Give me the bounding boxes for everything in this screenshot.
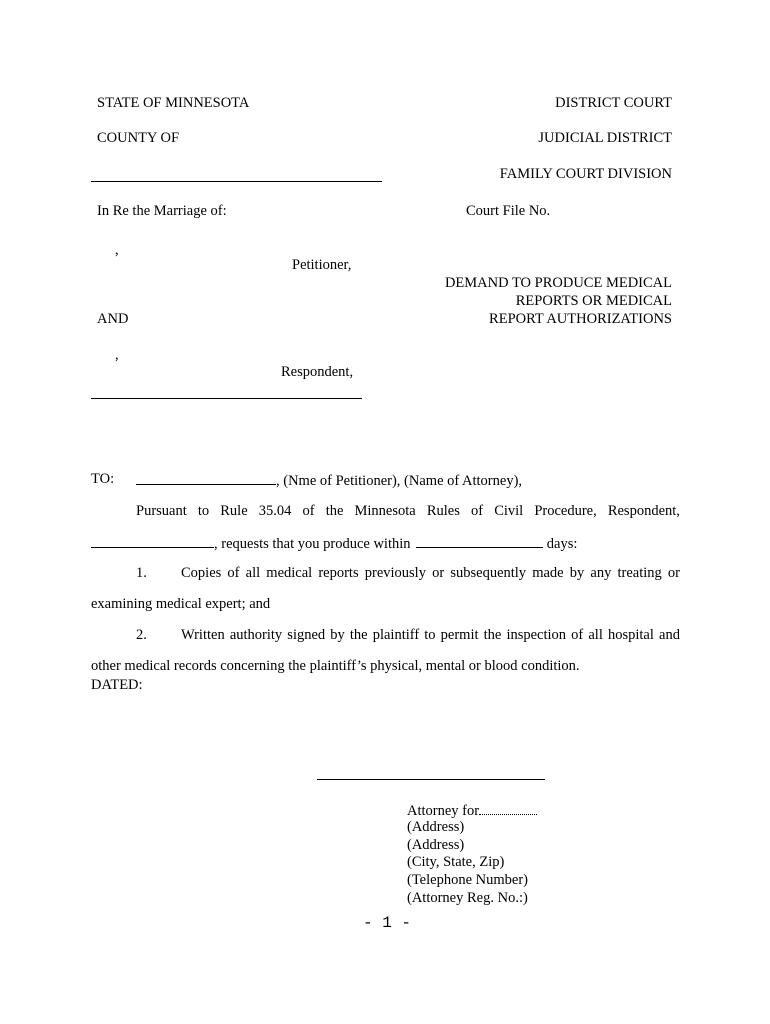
judicial-district-label: JUDICIAL DISTRICT xyxy=(538,130,672,146)
item-2-word: of xyxy=(571,627,584,643)
item-1-word: any xyxy=(590,565,612,581)
item-2-number: 2. xyxy=(136,627,147,643)
address-line-2: (Address) xyxy=(407,837,465,853)
item-2-word: the xyxy=(349,627,368,643)
attorney-for-line xyxy=(407,800,537,820)
respondent-name-blank[interactable] xyxy=(91,533,214,548)
petitioner-name-comma: , xyxy=(115,242,119,258)
signature-line[interactable] xyxy=(317,779,545,780)
item-2-word: the xyxy=(483,627,502,643)
days-text: days: xyxy=(546,536,578,552)
attorney-reg-no: (Attorney Reg. No.:) xyxy=(407,890,528,906)
pursuant-word: Respondent, xyxy=(607,503,680,519)
item-2-word: signed xyxy=(287,627,326,643)
pursuant-word: Minnesota xyxy=(354,503,416,519)
pursuant-word: Rule xyxy=(220,503,248,519)
title-line-3: REPORT AUTHORIZATIONS xyxy=(489,311,672,327)
and-label: AND xyxy=(97,311,129,327)
item-1-number: 1. xyxy=(136,565,147,581)
item-2-word: all xyxy=(588,627,603,643)
pursuant-word: the xyxy=(325,503,344,519)
item-1-word: made xyxy=(532,565,564,581)
address-line-1: (Address) xyxy=(407,819,465,835)
item-1-word: medical xyxy=(266,565,313,581)
requests-text: , requests that you produce within xyxy=(214,536,411,552)
pursuant-word: Pursuant xyxy=(136,503,187,519)
item-1-word: all xyxy=(245,565,261,581)
item-1-continuation: examining medical expert; and xyxy=(91,596,271,612)
page-number: - 1 - xyxy=(363,914,412,932)
caption-divider-bottom xyxy=(91,398,362,399)
caption-divider-top xyxy=(91,181,382,182)
to-line xyxy=(136,470,522,490)
pursuant-line xyxy=(136,502,680,520)
pursuant-word: of xyxy=(470,503,484,519)
telephone-number: (Telephone Number) xyxy=(407,872,528,888)
item-2-word: inspection xyxy=(506,627,567,643)
pursuant-word: to xyxy=(197,503,210,519)
pursuant-word: 35.04 xyxy=(258,503,292,519)
item-2-word: plaintiff xyxy=(372,627,420,643)
county-label: COUNTY OF xyxy=(97,130,180,146)
title-line-1: DEMAND TO PRODUCE MEDICAL xyxy=(444,275,672,291)
item-1-word: reports xyxy=(318,565,359,581)
pursuant-word: Rules xyxy=(426,503,460,519)
requests-line xyxy=(91,533,577,553)
court-name: DISTRICT COURT xyxy=(555,95,672,111)
item-2-word: to xyxy=(424,627,436,643)
pursuant-word: Procedure, xyxy=(534,503,597,519)
petitioner-label: Petitioner, xyxy=(292,257,352,273)
item-2-continuation: other medical records concerning the plaintiff’s physical, mental or blood condition. xyxy=(91,658,580,674)
item-1-word: treating xyxy=(617,565,662,581)
item-2-word: hospital xyxy=(607,627,654,643)
city-state-zip: (City, State, Zip) xyxy=(407,854,505,870)
in-re-label: In Re the Marriage of: xyxy=(97,203,227,219)
petitioner-name-blank[interactable] xyxy=(136,470,276,485)
dated-label: DATED: xyxy=(91,677,143,693)
item-1-word: Copies xyxy=(181,565,222,581)
to-label: TO: xyxy=(91,471,115,487)
pursuant-word: of xyxy=(302,503,315,519)
to-text: , (Nme of Petitioner), (Name of Attorney), xyxy=(276,473,523,489)
division-label: FAMILY COURT DIVISION xyxy=(499,166,672,182)
item-1-line xyxy=(181,564,680,582)
item-1-word: subsequently xyxy=(450,565,527,581)
item-2-word: by xyxy=(330,627,345,643)
item-2-word: and xyxy=(659,627,680,643)
attorney-for-blank[interactable] xyxy=(479,800,537,815)
court-file-label: Court File No. xyxy=(466,203,551,219)
days-count-blank[interactable] xyxy=(416,533,543,548)
item-1-word: by xyxy=(569,565,585,581)
item-1-word: of xyxy=(227,565,240,581)
state-name: STATE OF MINNESOTA xyxy=(97,95,250,111)
title-line-2: REPORTS OR MEDICAL xyxy=(515,293,672,309)
pursuant-word: Civil xyxy=(494,503,524,519)
respondent-label: Respondent, xyxy=(281,364,354,380)
respondent-name-comma: , xyxy=(115,347,119,363)
item-1-word: or xyxy=(667,565,680,581)
item-2-word: permit xyxy=(440,627,479,643)
attorney-for-label: Attorney for xyxy=(407,803,480,819)
item-2-word: authority xyxy=(229,627,283,643)
item-2-line xyxy=(181,626,680,644)
item-1-word: previously xyxy=(364,565,426,581)
item-2-word: Written xyxy=(181,627,225,643)
item-1-word: or xyxy=(432,565,445,581)
